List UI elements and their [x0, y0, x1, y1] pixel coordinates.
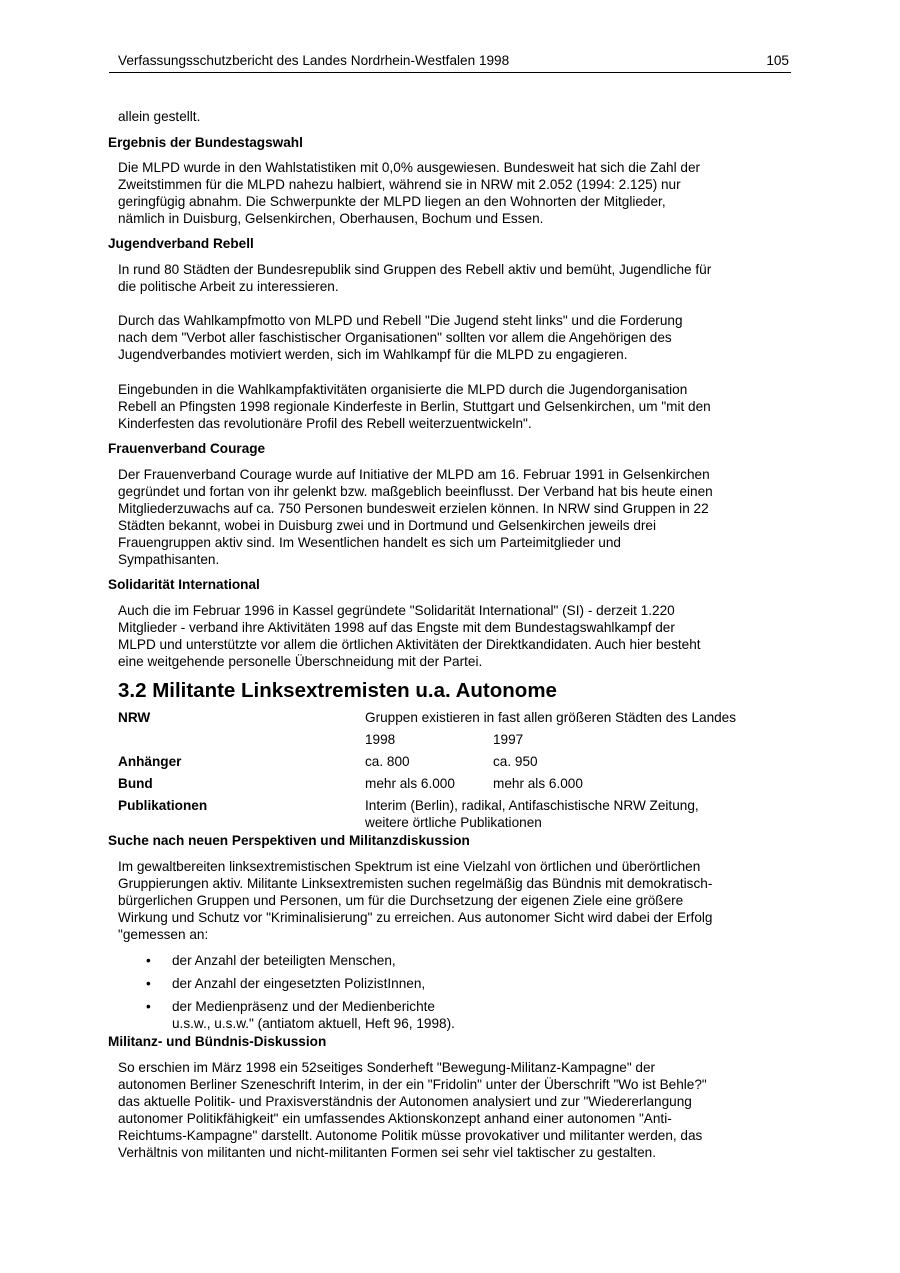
- text-line: Mitglieder - verband ihre Aktivitäten 1998 auf das Engste mit dem Bundestagswahlkampf der: [118, 620, 675, 635]
- text-line: Kinderfesten das revolutionäre Profil des Rebell weiterzuentwickeln".: [118, 416, 532, 431]
- page-content: [108, 107, 790, 1161]
- page-number: 105: [766, 53, 789, 68]
- text-line: nach dem "Verbot aller faschistischer Organisationen" sollten vor allem die Angehörigen des: [118, 330, 672, 345]
- list-item: [108, 975, 790, 992]
- text-line: Zweitstimmen für die MLPD nahezu halbiert, während sie in NRW mit 2.052 (1994: 2.125) nur: [118, 177, 681, 192]
- text-line: Durch das Wahlkampfmotto von MLPD und Rebell "Die Jugend steht links" und die Forderung: [118, 313, 683, 328]
- text-line: der Medienpräsenz und der Medienberichte: [172, 999, 435, 1014]
- heading-courage: Frauenverband Courage: [108, 441, 266, 456]
- facts-label-publikationen: Publikationen: [118, 798, 208, 813]
- paragraph-solidaritaet: [118, 602, 790, 670]
- text-line: autonomen Berliner Szeneschrift Interim, in der ein "Fridolin" unter der Überschrift "Wo ist Behle?": [118, 1077, 707, 1092]
- text-line: Der Frauenverband Courage wurde auf Initiative der MLPD am 16. Februar 1991 in Gelsenkirchen: [118, 467, 710, 482]
- paragraph-rebell-3: [118, 381, 790, 432]
- heading-bundestagswahl: Ergebnis der Bundestagswahl: [108, 135, 303, 150]
- text-line: Wirkung und Schutz vor "Kriminalisierung" zu erreichen. Aus autonomer Sicht wird dabei der Erfolg: [118, 910, 713, 925]
- text-line: Interim (Berlin), radikal, Antifaschistische NRW Zeitung,: [365, 798, 699, 813]
- text-line: der Anzahl der eingesetzten PolizistInnen,: [172, 976, 426, 991]
- text-line: Die MLPD wurde in den Wahlstatistiken mit 0,0% ausgewiesen. Bundesweit hat sich die Zahl der: [118, 160, 701, 175]
- facts-row-anhaenger: [118, 753, 790, 775]
- facts-anhaenger-1997: ca. 950: [493, 754, 538, 769]
- text-line: weitere örtliche Publikationen: [365, 815, 542, 830]
- chapter-title: 3.2 Militante Linksextremisten u.a. Autonome: [118, 679, 557, 702]
- text-line: So erschien im März 1998 ein 52seitiges Sonderheft "Bewegung-Militanz-Kampagne" der: [118, 1060, 656, 1075]
- text-line: Reichtums-Kampagne" darstellt. Autonome Politik müsse provokativer und militanter werden, das: [118, 1128, 703, 1143]
- text-line: MLPD und unterstützte vor allem die örtlichen Aktivitäten der Direktkandidaten. Auch hier besteht: [118, 637, 701, 652]
- bullet-list: [108, 952, 790, 1032]
- text-line: autonomer Politikfähigkeit" ein umfassendes Aktionskonzept anhand einer autonomen "Anti-: [118, 1111, 672, 1126]
- text-line: Jugendverbandes motiviert werden, sich im Wahlkampf für die MLPD zu engagieren.: [118, 347, 628, 362]
- facts-row-bund: [118, 775, 790, 797]
- facts-label-bund: Bund: [118, 776, 153, 791]
- text-line: "gemessen an:: [118, 927, 209, 942]
- facts-row-years: [118, 731, 790, 753]
- text-line: Auch die im Februar 1996 in Kassel gegründete "Solidarität International" (SI) - derzeit 1.220: [118, 603, 675, 618]
- bullet-icon: •: [146, 953, 151, 968]
- text-line: bürgerlichen Gruppen und Personen, um für die Durchsetzung der eigenen Ziele eine größere: [118, 893, 684, 908]
- facts-year-1998: 1998: [365, 732, 396, 747]
- list-item: [108, 952, 790, 969]
- bullet-icon: •: [146, 976, 151, 991]
- facts-anhaenger-1998: ca. 800: [365, 754, 410, 769]
- text-line: eine weitgehende personelle Überschneidung mit der Partei.: [118, 654, 483, 669]
- paragraph-courage: [118, 466, 790, 568]
- text-line: Frauengruppen aktiv sind. Im Wesentlichen handelt es sich um Parteimitglieder und: [118, 535, 621, 550]
- bullet-icon: •: [146, 999, 151, 1014]
- paragraph-militanz: [118, 1059, 790, 1161]
- paragraph-perspektiven: [118, 858, 790, 943]
- heading-perspektiven: Suche nach neuen Perspektiven und Militanzdiskussion: [108, 833, 470, 848]
- facts-bund-1998: mehr als 6.000: [365, 776, 455, 791]
- paragraph-bundestagswahl: [118, 159, 790, 227]
- facts-value-nrw: Gruppen existieren in fast allen größeren Städten des Landes: [365, 710, 737, 725]
- text-line: Verhältnis von militanten und nicht-militanten Formen sei sehr viel taktischer zu gestalten.: [118, 1145, 656, 1160]
- text-line: das aktuelle Politik- und Praxisverständnis der Autonomen analysiert und zur "Wiedererlangung: [118, 1094, 692, 1109]
- text-line: die politische Arbeit zu interessieren.: [118, 279, 339, 294]
- heading-militanz: Militanz- und Bündnis-Diskussion: [108, 1034, 327, 1049]
- intro-fragment: allein gestellt.: [118, 109, 201, 124]
- facts-bund-1997: mehr als 6.000: [493, 776, 583, 791]
- text-line: der Anzahl der beteiligten Menschen,: [172, 953, 396, 968]
- list-item: [108, 998, 790, 1032]
- facts-label-nrw: NRW: [118, 710, 151, 725]
- facts-row-nrw: [118, 709, 790, 731]
- text-line: u.s.w., u.s.w." (antiatom aktuell, Heft 96, 1998).: [172, 1016, 455, 1031]
- facts-value-publikationen: [365, 797, 785, 831]
- facts-year-1997: 1997: [493, 732, 524, 747]
- heading-rebell: Jugendverband Rebell: [108, 236, 254, 251]
- document-title: Verfassungsschutzbericht des Landes Nordrhein-Westfalen 1998: [118, 53, 510, 68]
- text-line: Eingebunden in die Wahlkampfaktivitäten organisierte die MLPD durch die Jugendorganisation: [118, 382, 688, 397]
- text-line: Gruppierungen aktiv. Militante Linksextremisten suchen regelmäßig das Bündnis mit demokratisch-: [118, 876, 713, 891]
- facts-table: [118, 709, 790, 832]
- paragraph-rebell-2: [118, 312, 790, 363]
- text-line: Städten bekannt, wobei in Duisburg zwei und in Dortmund und Gelsenkirchen jeweils drei: [118, 518, 657, 533]
- heading-solidaritaet: Solidarität International: [108, 577, 260, 592]
- text-line: nämlich in Duisburg, Gelsenkirchen, Oberhausen, Bochum und Essen.: [118, 211, 544, 226]
- facts-label-anhaenger: Anhänger: [118, 754, 182, 769]
- text-line: Im gewaltbereiten linksextremistischen Spektrum ist eine Vielzahl von örtlichen und überörtlichen: [118, 859, 701, 874]
- paragraph-rebell-1: [118, 261, 790, 295]
- text-line: gegründet und fortan von ihr gelenkt bzw. maßgeblich beeinflusst. Der Verband hat bis heute einen: [118, 484, 713, 499]
- text-line: geringfügig abnahm. Die Schwerpunkte der MLPD liegen an den Wohnorten der Mitglieder,: [118, 194, 666, 209]
- facts-row-publikationen: [118, 797, 790, 832]
- text-line: Mitgliederzuwachs auf ca. 750 Personen bundesweit erzielen können. In NRW sind Gruppen in 22: [118, 501, 709, 516]
- text-line: In rund 80 Städten der Bundesrepublik sind Gruppen des Rebell aktiv und bemüht, Jugendliche für: [118, 262, 712, 277]
- text-line: Sympathisanten.: [118, 552, 220, 567]
- text-line: Rebell an Pfingsten 1998 regionale Kinderfeste in Berlin, Stuttgart und Gelsenkirchen, um "mit den: [118, 399, 711, 414]
- page-header: [109, 52, 791, 73]
